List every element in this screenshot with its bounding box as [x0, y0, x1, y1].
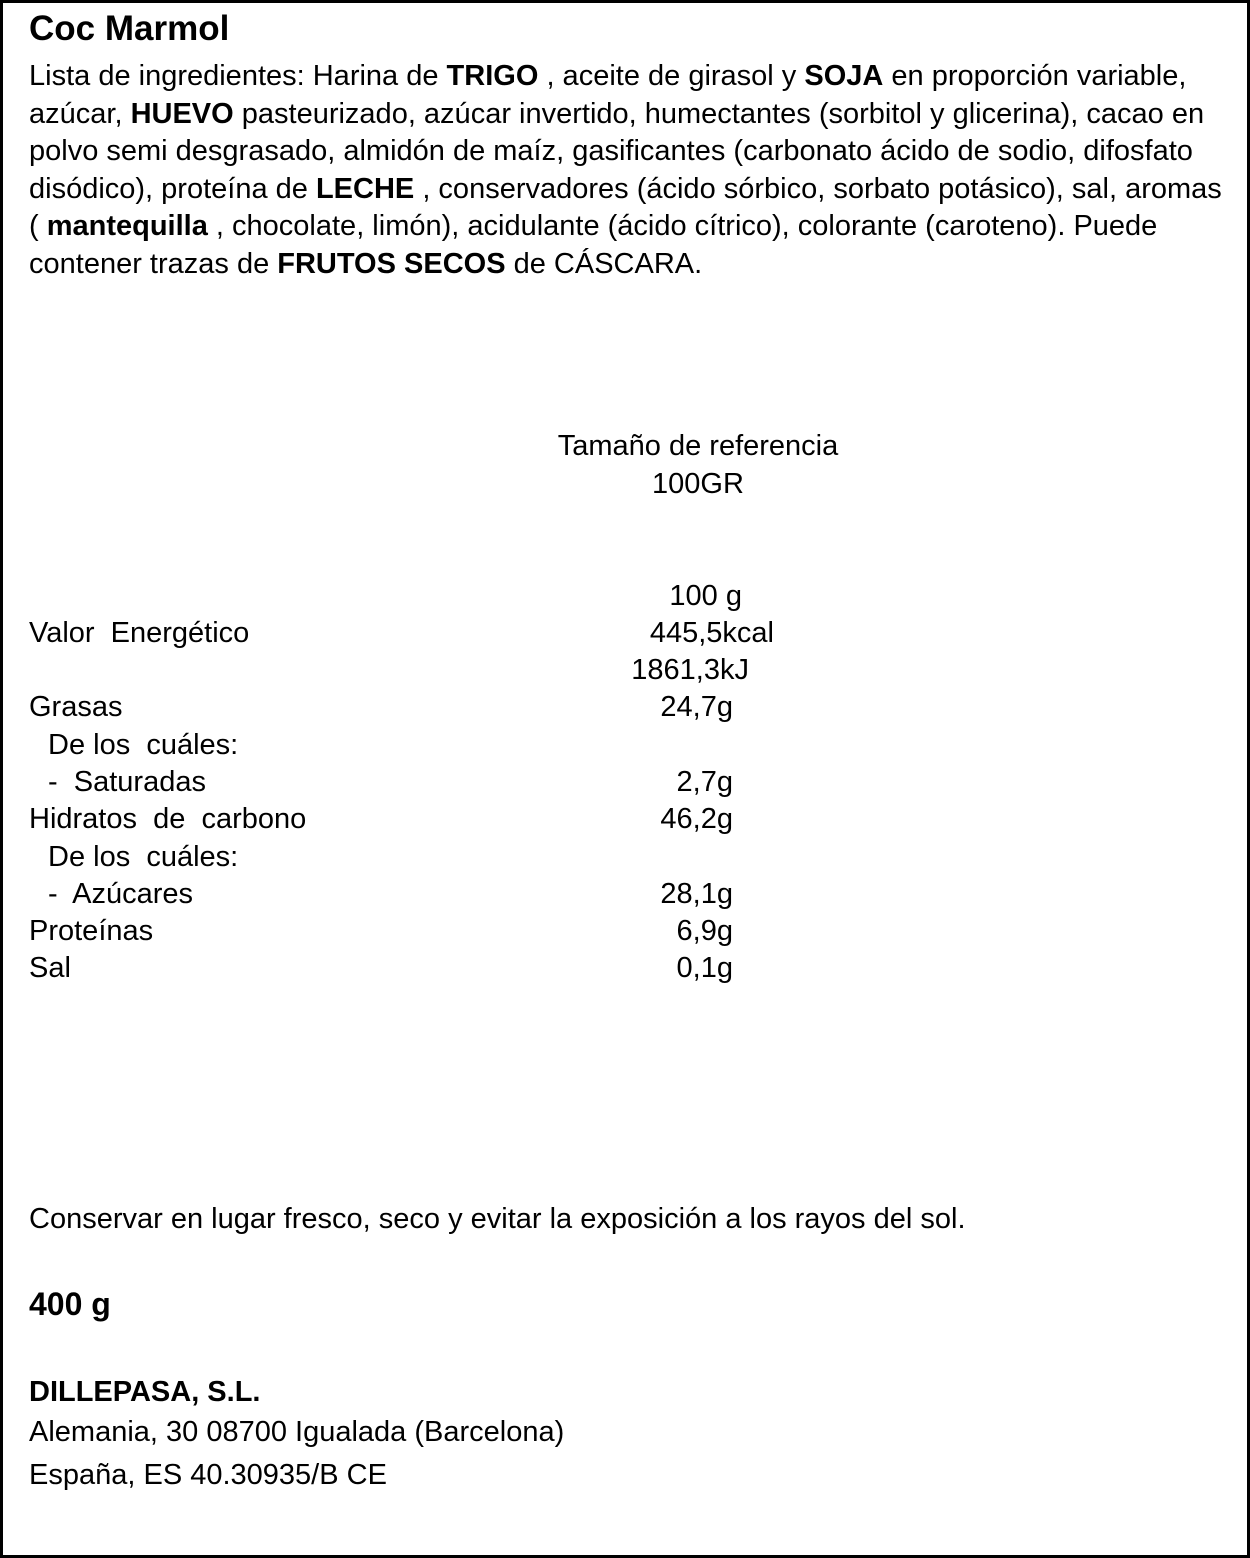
- ingredients-text: , conservadores (ácido sórbico, sorbato potásico), sal, aromas (: [29, 172, 1222, 243]
- protein-value: 6,9g: [676, 915, 733, 947]
- sugars-value: 28,1g: [660, 878, 733, 910]
- product-title: Coc Marmol: [29, 9, 230, 48]
- net-weight: 400 g: [29, 1286, 111, 1322]
- ingredients-text: Lista de ingredientes: Harina de: [29, 60, 447, 92]
- fat-value: 24,7g: [660, 691, 733, 723]
- fat-of-which-label: De los cuáles:: [48, 729, 239, 761]
- storage-instructions: Conservar en lugar fresco, seco y evitar la exposición a los rayos del sol.: [29, 1203, 966, 1235]
- reference-size: 100GR: [652, 468, 744, 500]
- allergen-wheat: TRIGO: [446, 60, 539, 92]
- allergen-milk: LECHE: [315, 172, 415, 205]
- saturated-label: - Saturadas: [48, 766, 206, 798]
- saturated-value: 2,7g: [676, 766, 733, 798]
- ingredients-text: de CÁSCARA.: [505, 247, 703, 280]
- allergen-nuts: FRUTOS SECOS: [277, 247, 506, 280]
- salt-value: 0,1g: [676, 952, 733, 984]
- energy-kcal-value: 445,5kcal: [649, 617, 774, 649]
- allergen-butter: mantequilla: [46, 210, 208, 243]
- allergen-egg: HUEVO: [130, 97, 234, 130]
- energy-label: Valor Energético: [29, 617, 250, 649]
- carbs-of-which-label: De los cuáles:: [48, 841, 239, 873]
- nutrition-column-header: 100 g: [669, 580, 742, 612]
- ingredients-text: pasteurizado, azúcar invertido, humectantes (sorbitol y glicerina), cacao en polvo semi desgrasado, almidón de maíz, gasificantes (carbonato ácido de sodio, difosfato disódico), proteína de: [29, 97, 1205, 205]
- reference-label: Tamaño de referencia: [557, 430, 839, 462]
- company-name: DILLEPASA, S.L.: [29, 1376, 261, 1408]
- salt-label: Sal: [29, 952, 71, 984]
- allergen-soy: SOJA: [804, 60, 884, 92]
- energy-kj-value: 1861,3kJ: [631, 654, 749, 686]
- protein-label: Proteínas: [29, 915, 154, 947]
- ingredients-text: en proporción variable, azúcar,: [29, 60, 1187, 130]
- carbs-label: Hidratos de carbono: [29, 803, 307, 835]
- company-registry: España, ES 40.30935/B CE: [29, 1459, 387, 1491]
- company-address: Alemania, 30 08700 Igualada (Barcelona): [29, 1416, 565, 1448]
- ingredients-text: , chocolate, limón), acidulante (ácido cítrico), colorante (caroteno). Puede contener trazas de: [29, 210, 1158, 280]
- sugars-label: - Azúcares: [48, 878, 194, 910]
- fat-label: Grasas: [29, 691, 123, 723]
- ingredients-text: , aceite de girasol y: [538, 60, 805, 92]
- ingredients-list: [29, 58, 1229, 284]
- carbs-value: 46,2g: [660, 803, 733, 835]
